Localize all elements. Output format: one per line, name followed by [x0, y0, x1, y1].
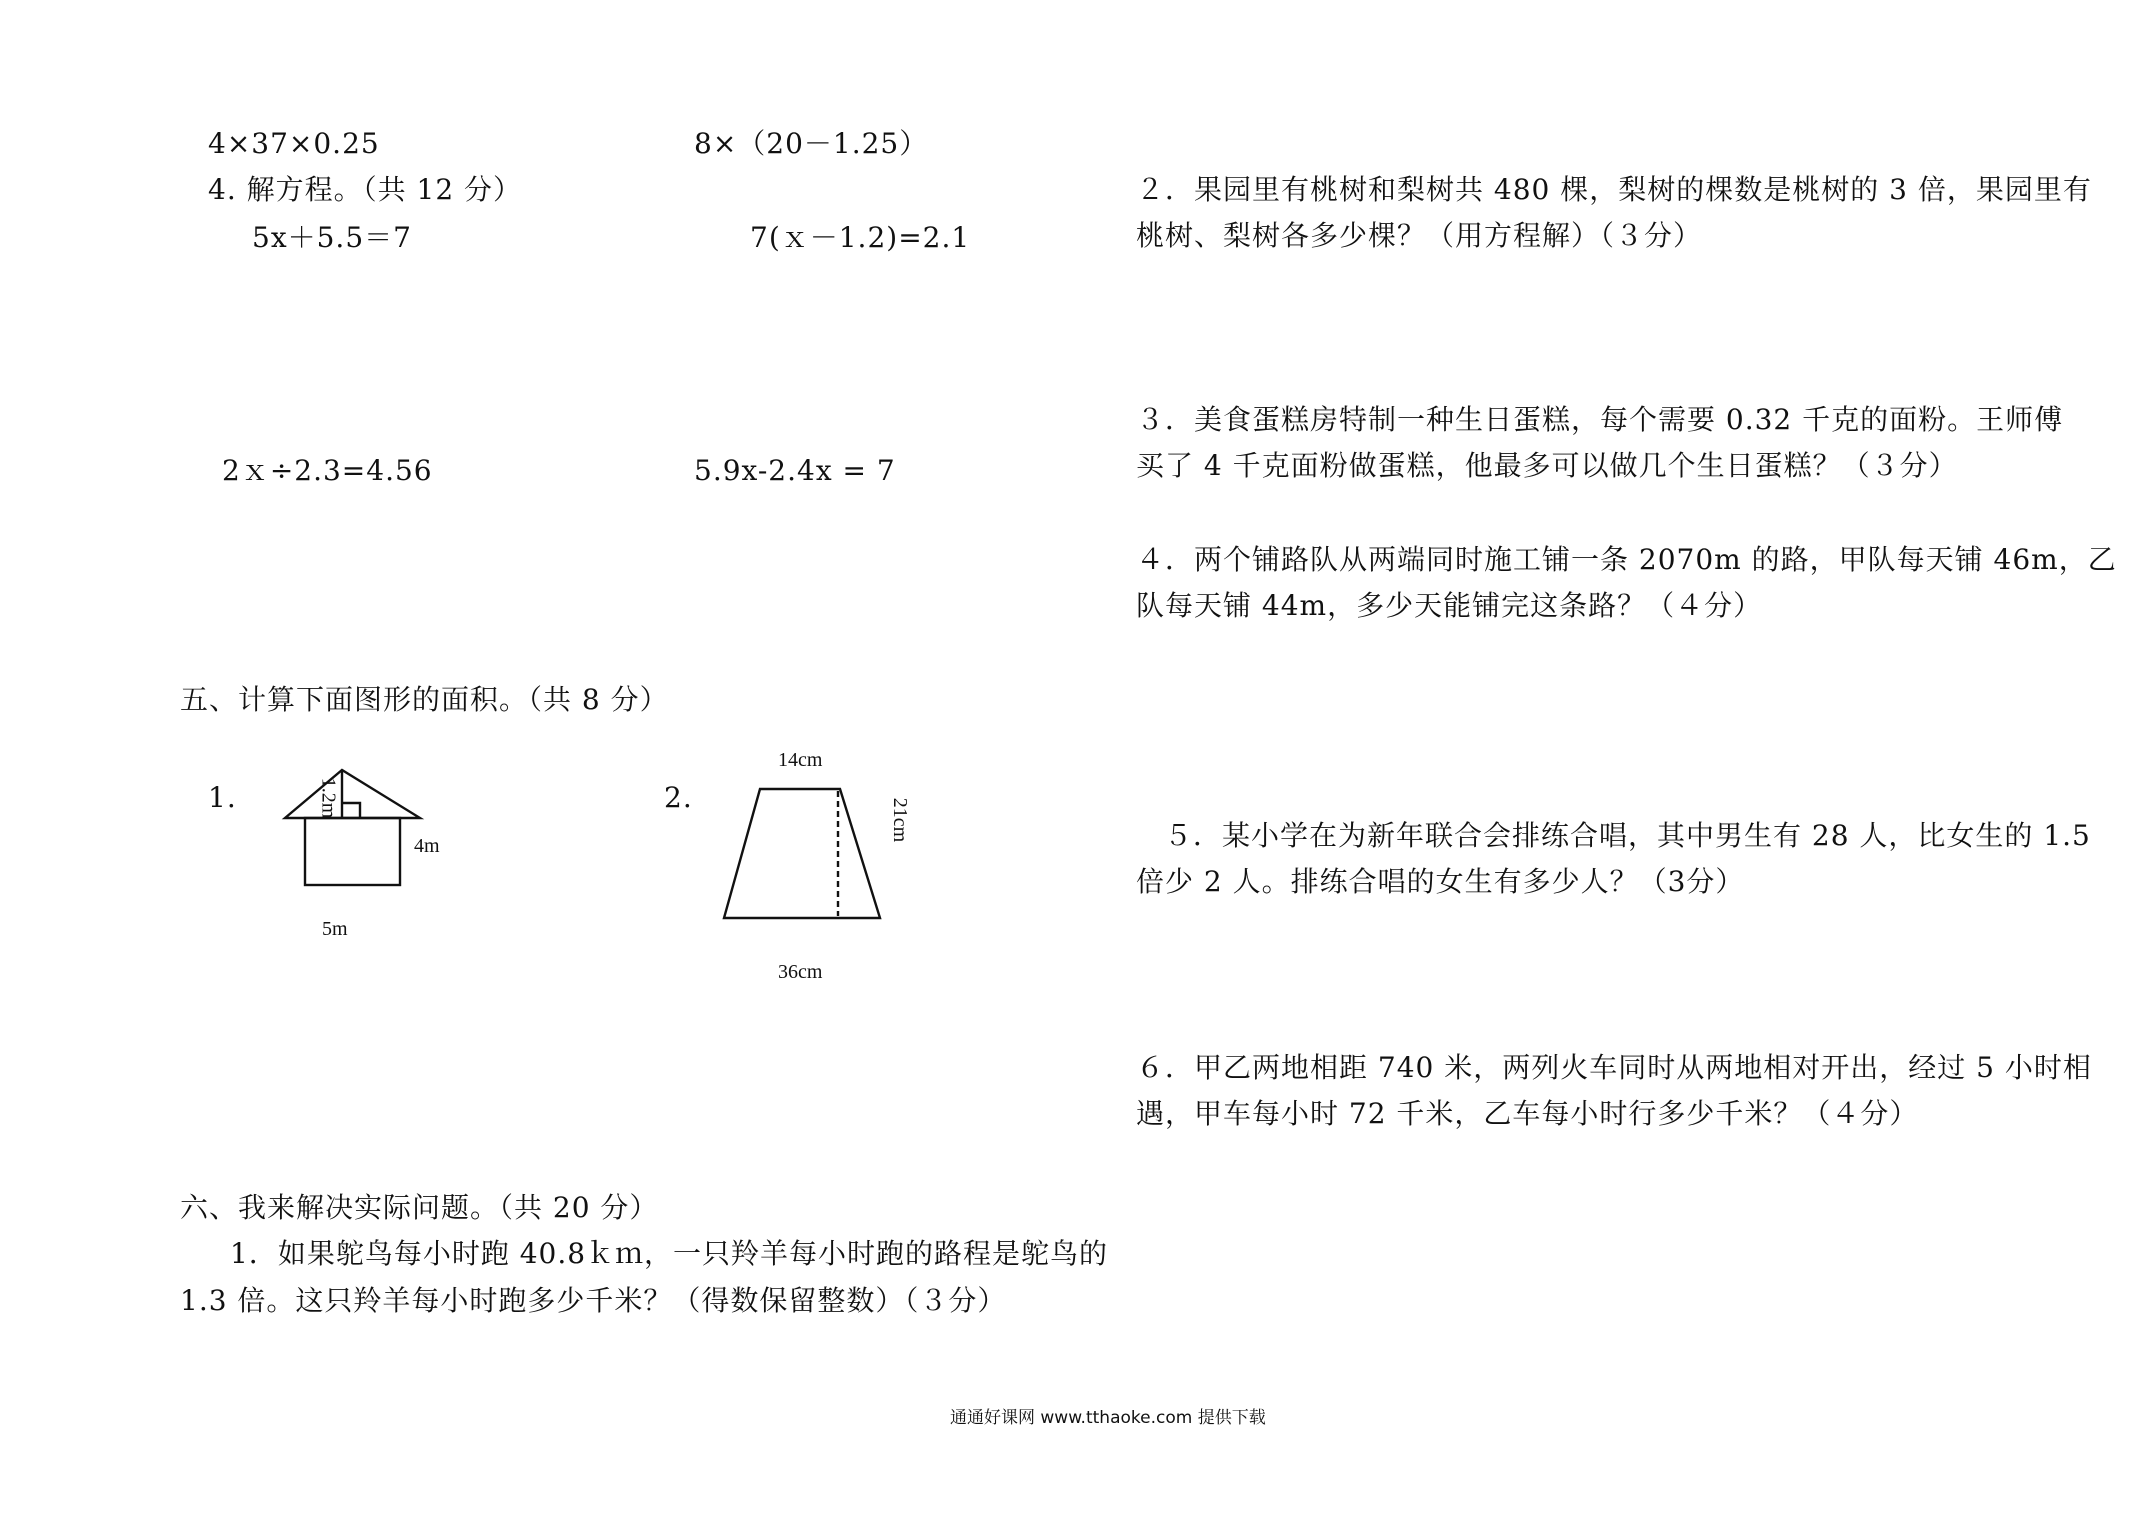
problem-3-line-2: 买了 4 千克面粉做蛋糕，他最多可以做几个生日蛋糕？（３分） — [1136, 449, 1958, 482]
problem-2-line-2: 桃树、梨树各多少棵？（用方程解）（３分） — [1136, 219, 1703, 252]
problem-5-line-1: ５．某小学在为新年联合会排练合唱，其中男生有 28 人，比女生的 1.5 — [1164, 819, 2091, 852]
problem-2-line-1: ２．果园里有桃树和梨树共 480 棵，梨树的棵数是桃树的 3 倍，果园里有 — [1136, 173, 2092, 206]
section-6-title: 六、我来解决实际问题。（共 20 分） — [180, 1191, 659, 1224]
trapezoid-height-label: 21cm — [889, 797, 912, 843]
problem-5-line-2: 倍少 2 人。排练合唱的女生有多少人？（3分） — [1136, 865, 1745, 898]
trapezoid-shape — [724, 789, 880, 918]
figure-2-number: 2. — [664, 781, 693, 814]
equation-3: 2ｘ÷2.3=4.56 — [222, 454, 433, 487]
equations-heading: 4. 解方程。（共 12 分） — [208, 173, 523, 206]
equation-2: 7(ｘ－1.2)=2.1 — [750, 221, 971, 254]
problem-4-line-1: ４．两个铺路队从两端同时施工铺一条 2070m 的路，甲队每天铺 46m，乙 — [1136, 543, 2117, 576]
problem-6-line-1: ６．甲乙两地相距 740 米，两列火车同时从两地相对开出，经过 5 小时相 — [1136, 1051, 2092, 1084]
trapezoid-top-label: 14cm — [778, 749, 823, 771]
house-roof-triangle — [285, 770, 420, 818]
section-5-title: 五、计算下面图形的面积。（共 8 分） — [180, 683, 669, 716]
calc-expression-1: 4×37×0.25 — [208, 127, 380, 160]
trapezoid-bottom-label: 36cm — [778, 961, 823, 983]
house-figure — [285, 770, 420, 885]
problem-3-line-1: ３．美食蛋糕房特制一种生日蛋糕，每个需要 0.32 千克的面粉。王师傅 — [1136, 403, 2064, 436]
problem-1-line-2: 1.3 倍。这只羚羊每小时跑多少千米？（得数保留整数）（３分） — [180, 1284, 1007, 1317]
figure-1-number: 1. — [208, 781, 237, 814]
footer-source: 通通好课网 www.tthaoke.com 提供下载 — [950, 1408, 1266, 1428]
right-angle-mark — [342, 803, 360, 818]
equation-4: 5.9x-2.4x = 7 — [694, 454, 896, 487]
equation-1: 5x＋5.5＝7 — [252, 221, 412, 254]
house-bottom-label: 5m — [322, 918, 348, 940]
calc-expression-2: 8×（20－1.25） — [694, 127, 929, 160]
trapezoid-figure — [724, 789, 880, 918]
house-side-label: 4m — [414, 835, 440, 857]
problem-1-line-1: 1．如果鸵鸟每小时跑 40.8ｋｍ，一只羚羊每小时跑的路程是鸵鸟的 — [230, 1237, 1109, 1270]
house-roof-height-label: 1.2m — [317, 777, 340, 819]
problem-6-line-2: 遇，甲车每小时 72 千米，乙车每小时行多少千米？（４分） — [1136, 1097, 1919, 1130]
house-body-rectangle — [305, 818, 400, 885]
problem-4-line-2: 队每天铺 44m，多少天能铺完这条路？（４分） — [1136, 589, 1763, 622]
